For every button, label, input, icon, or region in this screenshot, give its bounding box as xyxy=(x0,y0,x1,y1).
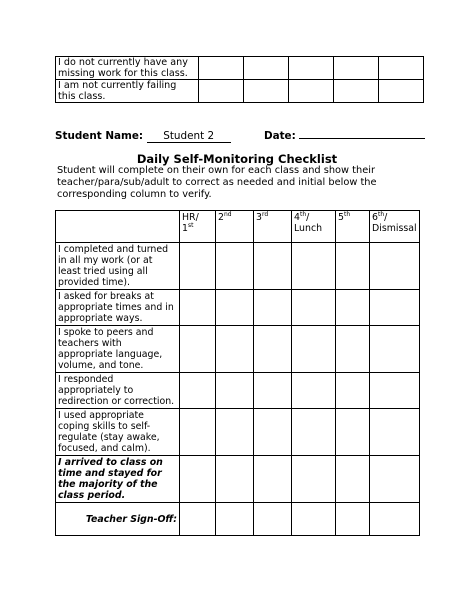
column-header: 3rd xyxy=(254,211,292,243)
checkbox-cell[interactable] xyxy=(292,243,336,290)
checkbox-cell[interactable] xyxy=(379,80,424,103)
checkbox-cell[interactable] xyxy=(292,290,336,326)
checkbox-cell[interactable] xyxy=(216,409,254,456)
signature-cell[interactable] xyxy=(216,503,254,536)
checkbox-cell[interactable] xyxy=(180,326,216,373)
student-name-field[interactable]: Student 2 xyxy=(147,130,231,143)
checkbox-cell[interactable] xyxy=(216,290,254,326)
previous-page-table xyxy=(55,56,424,103)
table-row xyxy=(56,243,420,290)
signature-cell[interactable] xyxy=(370,503,420,536)
row-label: I arrived to class on time and stayed for the majority of the class period. xyxy=(56,456,180,503)
checkbox-cell[interactable] xyxy=(370,290,420,326)
checkbox-cell[interactable] xyxy=(180,243,216,290)
checkbox-cell[interactable] xyxy=(370,456,420,503)
checkbox-cell[interactable] xyxy=(334,80,379,103)
table-row xyxy=(56,456,420,503)
table-row xyxy=(56,57,424,80)
checkbox-cell[interactable] xyxy=(216,456,254,503)
checkbox-cell[interactable] xyxy=(334,57,379,80)
checkbox-cell[interactable] xyxy=(254,326,292,373)
checkbox-cell[interactable] xyxy=(370,409,420,456)
signature-cell[interactable] xyxy=(336,503,370,536)
date-label: Date: xyxy=(263,130,296,142)
checkbox-cell[interactable] xyxy=(336,456,370,503)
table-row xyxy=(56,409,420,456)
checkbox-cell[interactable] xyxy=(199,57,244,80)
checkbox-cell[interactable] xyxy=(336,373,370,409)
table-row xyxy=(56,326,420,373)
checkbox-cell[interactable] xyxy=(244,57,289,80)
student-name-label: Student Name: xyxy=(55,130,144,142)
table-row xyxy=(56,373,420,409)
signature-cell[interactable] xyxy=(180,503,216,536)
checkbox-cell[interactable] xyxy=(244,80,289,103)
checkbox-cell[interactable] xyxy=(336,243,370,290)
sign-off-label: Teacher Sign-Off: xyxy=(56,503,180,536)
column-header: 6th/ Dismissal xyxy=(370,211,420,243)
checkbox-cell[interactable] xyxy=(292,409,336,456)
instructions-text: Student will complete on their own for each class and show their teacher/para/sub/adult to correct as needed and initial below the corresponding column to verify. xyxy=(57,165,377,200)
header-blank-cell xyxy=(56,211,180,243)
checkbox-cell[interactable] xyxy=(180,409,216,456)
row-label: I do not currently have any missing work for this class. xyxy=(56,57,199,80)
checkbox-cell[interactable] xyxy=(180,290,216,326)
checkbox-cell[interactable] xyxy=(254,456,292,503)
checkbox-cell[interactable] xyxy=(292,326,336,373)
row-label: I spoke to peers and teachers with appropriate language, volume, and tone. xyxy=(56,326,180,373)
signature-cell[interactable] xyxy=(254,503,292,536)
page-title: Daily Self-Monitoring Checklist xyxy=(136,152,338,166)
checkbox-cell[interactable] xyxy=(254,373,292,409)
checkbox-cell[interactable] xyxy=(216,326,254,373)
checkbox-cell[interactable] xyxy=(289,57,334,80)
row-label: I am not currently failing this class. xyxy=(56,80,199,103)
student-info-line xyxy=(55,130,425,143)
checkbox-cell[interactable] xyxy=(180,373,216,409)
row-label: I responded appropriately to redirection or correction. xyxy=(56,373,180,409)
row-label: I used appropriate coping skills to self-regulate (stay awake, focused, and calm). xyxy=(56,409,180,456)
column-header: HR/ 1st xyxy=(180,211,216,243)
row-label: I completed and turned in all my work (or at least tried using all provided time). xyxy=(56,243,180,290)
checkbox-cell[interactable] xyxy=(216,373,254,409)
table-row xyxy=(56,290,420,326)
checkbox-cell[interactable] xyxy=(216,243,254,290)
checkbox-cell[interactable] xyxy=(336,326,370,373)
checkbox-cell[interactable] xyxy=(180,456,216,503)
checkbox-cell[interactable] xyxy=(336,290,370,326)
checkbox-cell[interactable] xyxy=(254,243,292,290)
table-row xyxy=(56,80,424,103)
checkbox-cell[interactable] xyxy=(370,243,420,290)
checkbox-cell[interactable] xyxy=(370,373,420,409)
signature-cell[interactable] xyxy=(292,503,336,536)
row-label: I asked for breaks at appropriate times and in appropriate ways. xyxy=(56,290,180,326)
checkbox-cell[interactable] xyxy=(336,409,370,456)
checkbox-cell[interactable] xyxy=(289,80,334,103)
checkbox-cell[interactable] xyxy=(199,80,244,103)
checkbox-cell[interactable] xyxy=(254,290,292,326)
date-field[interactable] xyxy=(299,138,425,139)
checklist-table xyxy=(55,210,420,536)
checkbox-cell[interactable] xyxy=(292,456,336,503)
checkbox-cell[interactable] xyxy=(370,326,420,373)
checkbox-cell[interactable] xyxy=(379,57,424,80)
sign-off-row xyxy=(56,503,420,536)
column-header: 4th/ Lunch xyxy=(292,211,336,243)
column-header: 2nd xyxy=(216,211,254,243)
column-header: 5th xyxy=(336,211,370,243)
checkbox-cell[interactable] xyxy=(292,373,336,409)
checkbox-cell[interactable] xyxy=(254,409,292,456)
header-row xyxy=(56,211,420,243)
